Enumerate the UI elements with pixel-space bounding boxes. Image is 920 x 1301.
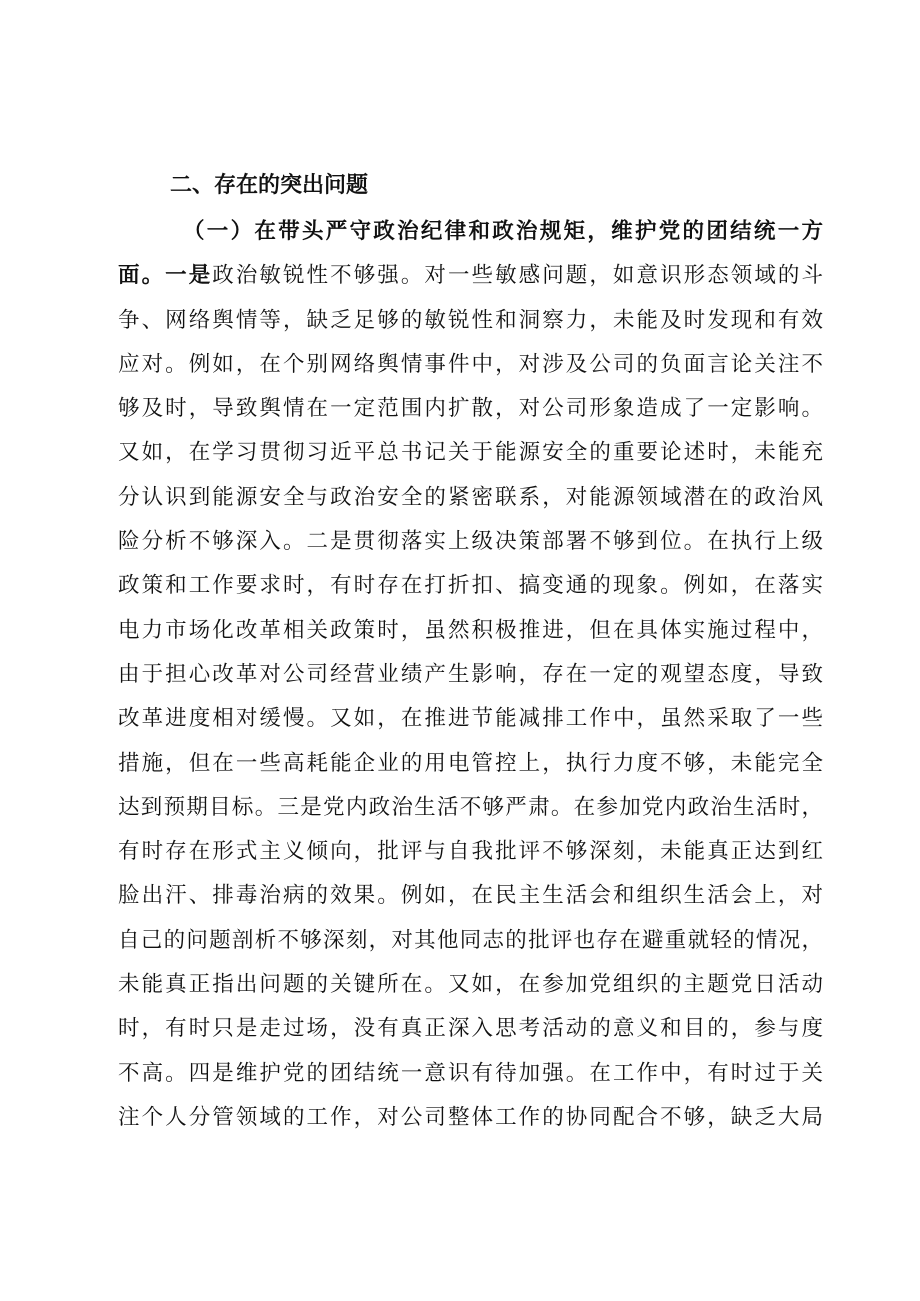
paragraph-line-text: 政治敏锐性不够强。对一些敏感问题，如意识形态领域的斗 [212, 263, 823, 289]
paragraph-line: 险分析不够深入。二是贯彻落实上级决策部署不够到位。在执行上级 [118, 529, 823, 555]
body-text [118, 210, 823, 1140]
paragraph-line: 政策和工作要求时，有时存在打折扣、搞变通的现象。例如，在落实 [118, 573, 823, 599]
paragraph-line: 有时存在形式主义倾向，批评与自我批评不够深刻，未能真正达到红 [118, 839, 823, 865]
subheading-line-1: （一）在带头严守政治纪律和政治规矩，维护党的团结统一方 [183, 219, 823, 244]
paragraph-line: 又如，在学习贯彻习近平总书记关于能源安全的重要论述时，未能充 [118, 440, 823, 466]
paragraph-line: 分认识到能源安全与政治安全的紧密联系，对能源领域潜在的政治风 [118, 484, 823, 510]
paragraph-line: 脸出汗、排毒治病的效果。例如，在民主生活会和组织生活会上，对 [118, 883, 823, 909]
paragraph-line: 够及时，导致舆情在一定范围内扩散，对公司形象造成了一定影响。 [118, 396, 823, 422]
subheading-line-2-bold: 面。一是 [118, 263, 213, 289]
paragraph-line: 自己的问题剖析不够深刻，对其他同志的批评也存在避重就轻的情况， [118, 927, 823, 953]
paragraph-line: 由于担心改革对公司经营业绩产生影响，存在一定的观望态度，导致 [118, 661, 823, 687]
paragraph-line: 应对。例如，在个别网络舆情事件中，对涉及公司的负面言论关注不 [118, 351, 823, 377]
paragraph-line: 达到预期目标。三是党内政治生活不够严肃。在参加党内政治生活时， [118, 794, 823, 820]
paragraph-line: 措施，但在一些高耗能企业的用电管控上，执行力度不够，未能完全 [118, 750, 823, 776]
paragraph-line: 电力市场化改革相关政策时，虽然积极推进，但在具体实施过程中， [118, 617, 823, 643]
paragraph-line: 改革进度相对缓慢。又如，在推进节能减排工作中，虽然采取了一些 [118, 706, 823, 732]
paragraph-line-2 [118, 254, 823, 298]
paragraph-line: 时，有时只是走过场，没有真正深入思考活动的意义和目的，参与度 [118, 1016, 823, 1042]
paragraph-line: 不高。四是维护党的团结统一意识有待加强。在工作中，有时过于关 [118, 1060, 823, 1086]
paragraph-line: 注个人分管领域的工作，对公司整体工作的协同配合不够，缺乏大局 [118, 1104, 823, 1130]
section-heading: 二、存在的突出问题 [170, 173, 369, 198]
paragraph-line: 未能真正指出问题的关键所在。又如，在参加党组织的主题党日活动 [118, 972, 823, 998]
paragraph-line: 争、网络舆情等，缺乏足够的敏锐性和洞察力，未能及时发现和有效 [118, 307, 823, 333]
